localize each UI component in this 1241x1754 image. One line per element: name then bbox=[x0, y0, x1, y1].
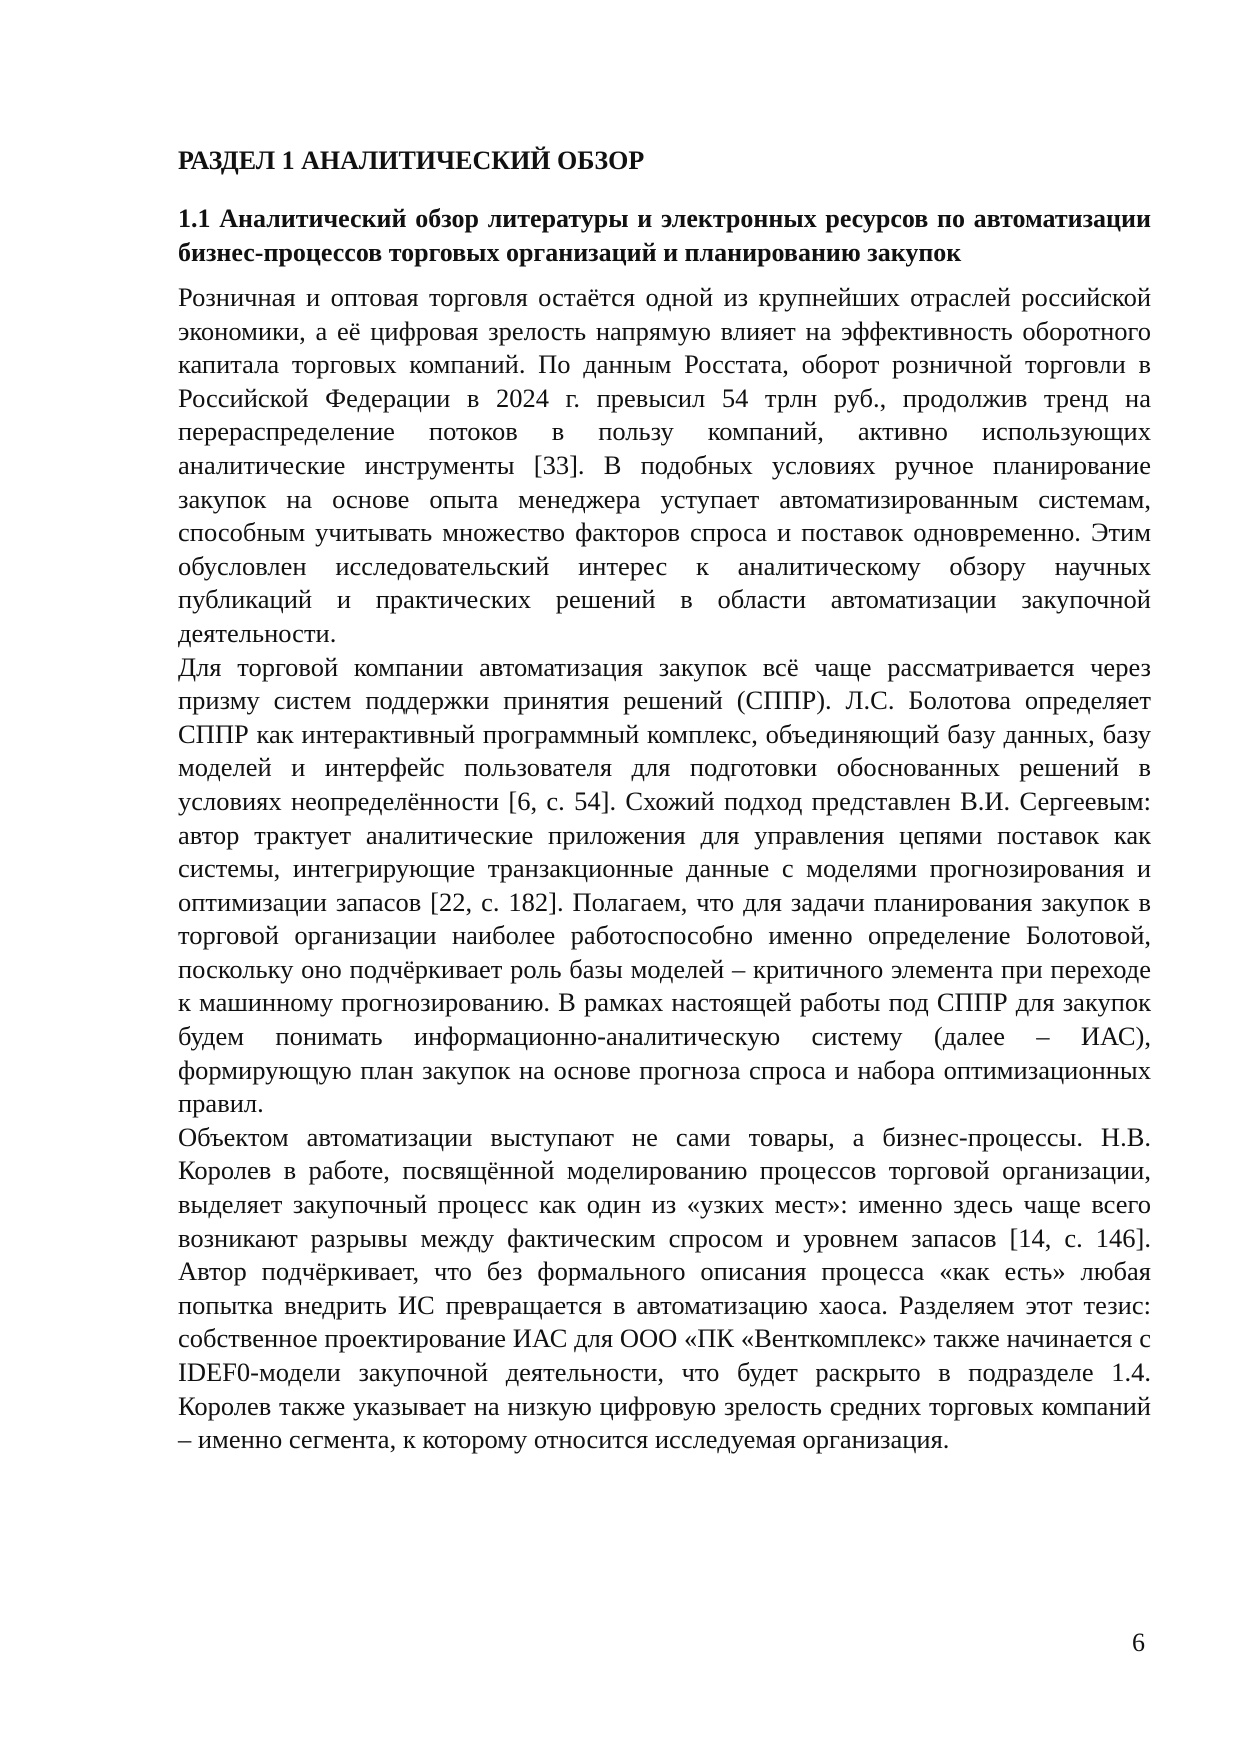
subsection-title: 1.1 Аналитический обзор литературы и электронных ресурсов по автоматизации бизнес-процессов торговых организаций и планированию закупок bbox=[178, 204, 1151, 267]
paragraph-1: Розничная и оптовая торговля остаётся одной из крупнейших отраслей российской экономики, а её цифровая зрелость напрямую влияет на эффективность оборотного капитала торговых компаний. По данным Росстата, оборот розничной торговли в Российской Федерации в 2024 г. превысил 54 трлн руб., продолжив тренд на перераспределение потоков в пользу компаний, активно использующих аналитические инструменты [33]. В подобных условиях ручное планирование закупок на основе опыта менеджера уступает автоматизированным системам, способным учитывать множество факторов спроса и поставок одновременно. Этим обусловлен исследовательский интерес к аналитическому обзору научных публикаций и практических решений в области автоматизации закупочной деятельности. bbox=[178, 282, 1151, 648]
page-content bbox=[178, 144, 1151, 1457]
paragraph-2: Для торговой компании автоматизация закупок всё чаще рассматривается через призму систем поддержки принятия решений (СППР). Л.С. Болотова определяет СППР как интерактивный программный комплекс, объединяющий базу данных, базу моделей и интерфейс пользователя для подготовки обоснованных решений в условиях неопределённости [6, с. 54]. Схожий подход представлен В.И. Сергеевым: автор трактует аналитические приложения для управления цепями поставок как системы, интегрирующие транзакционные данные с моделями прогнозирования и оптимизации запасов [22, с. 182]. Полагаем, что для задачи планирования закупок в торговой организации наиболее работоспособно именно определение Болотовой, поскольку оно подчёркивает роль базы моделей – критичного элемента при переходе к машинному прогнозированию. В рамках настоящей работы под СППР для закупок будем понимать информационно-аналитическую систему (далее – ИАС), формирующую план закупок на основе прогноза спроса и набора оптимизационных правил. bbox=[178, 651, 1151, 1119]
page-number: 6 bbox=[1132, 1628, 1145, 1657]
section-title: РАЗДЕЛ 1 АНАЛИТИЧЕСКИЙ ОБЗОР bbox=[178, 146, 645, 175]
paragraph-3: Объектом автоматизации выступают не сами товары, а бизнес-процессы. Н.В. Королев в работе, посвящённой моделированию процессов торговой организации, выделяет закупочный процесс как один из «узких мест»: именно здесь чаще всего возникают разрывы между фактическим спросом и уровнем запасов [14, с. 146]. Автор подчёркивает, что без формального описания процесса «как есть» любая попытка внедрить ИС превращается в автоматизацию хаоса. Разделяем этот тезис: собственное проектирование ИАС для ООО «ПК «Венткомплекс» также начинается с IDEF0-модели закупочной деятельности, что будет раскрыто в подразделе 1.4. Королев также указывает на низкую цифровую зрелость средних торговых компаний – именно сегмента, к которому относится исследуемая организация. bbox=[178, 1121, 1151, 1455]
